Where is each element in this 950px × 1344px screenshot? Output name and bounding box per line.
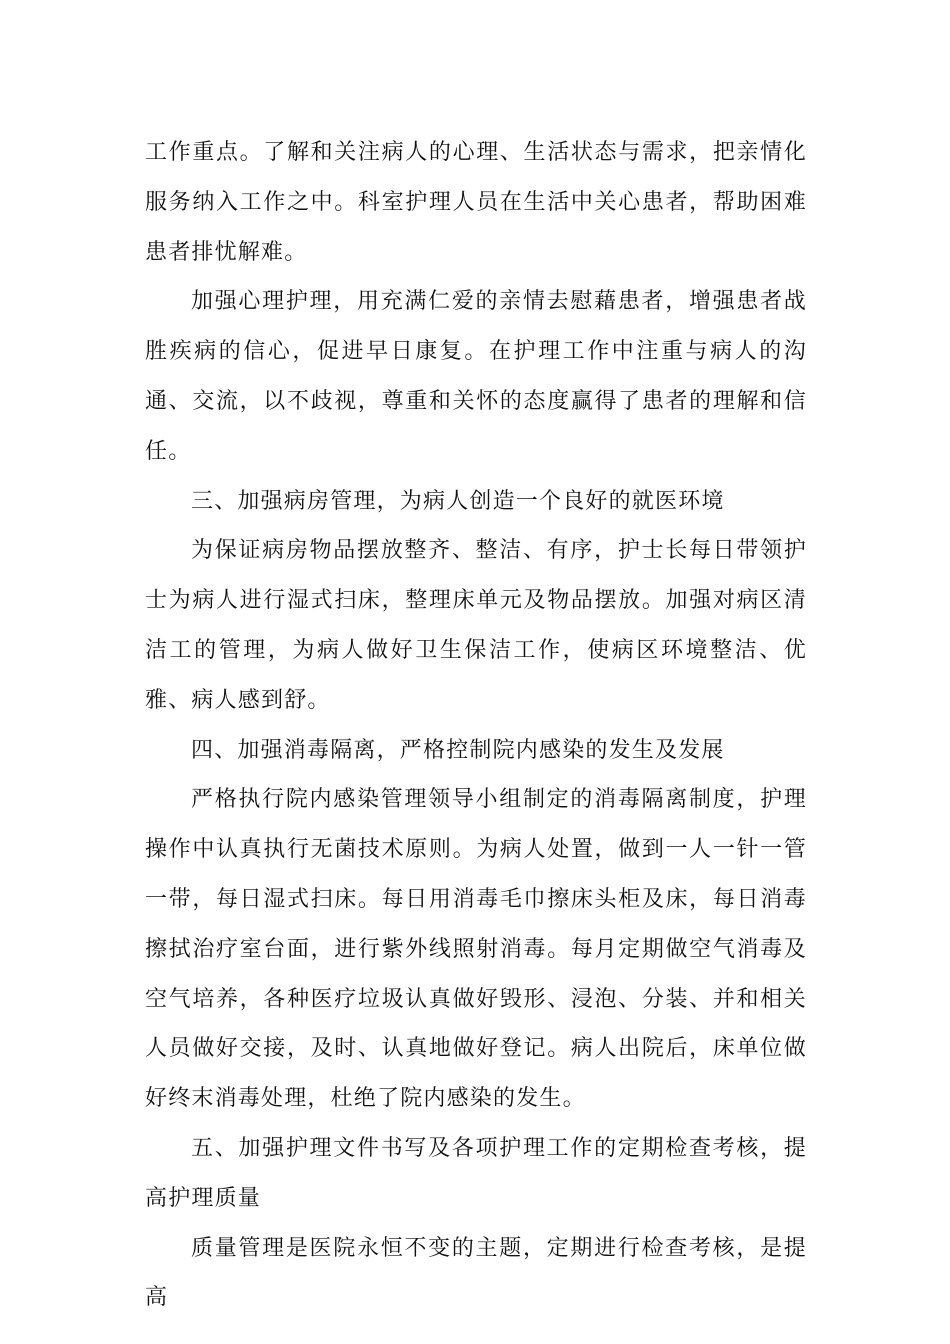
paragraph-ward-management: 为保证病房物品摆放整齐、整洁、有序，护士长每日带领护士为病人进行湿式扫床，整理床单元及物品摆放。加强对病区清洁工的管理，为病人做好卫生保洁工作，使病区环境整洁、优雅、病人感到舒。 [145, 538, 807, 713]
paragraph-continued: 工作重点。了解和关注病人的心理、生活状态与需求，把亲情化服务纳入工作之中。科室护理人员在生活中关心患者，帮助困难患者排忧解难。 [145, 140, 807, 265]
paragraph-psychological-care: 加强心理护理，用充满仁爱的亲情去慰藉患者，增强患者战胜疾病的信心，促进早日康复。在护理工作中注重与病人的沟通、交流，以不歧视，尊重和关怀的态度赢得了患者的理解和信任。 [145, 289, 807, 464]
section-heading-5: 五、加强护理文件书写及各项护理工作的定期检查考核，提高护理质量 [145, 1135, 807, 1211]
section-heading-3: 三、加强病房管理，为病人创造一个良好的就医环境 [191, 488, 725, 514]
paragraph-quality-management: 质量管理是医院永恒不变的主题，定期进行检查考核，是提高 [145, 1235, 807, 1311]
document-body [145, 128, 807, 1323]
paragraph-disinfection: 严格执行院内感染管理领导小组制定的消毒隔离制度，护理操作中认真执行无菌技术原则。为病人处置，做到一人一针一管一带，每日湿式扫床。每日用消毒毛巾擦床头柜及床，每日消毒擦拭治疗室台面，进行紫外线照射消毒。每月定期做空气消毒及空气培养，各种医疗垃圾认真做好毁形、浸泡、分装、并和相关人员做好交接，及时、认真地做好登记。病人出院后，床单位做好终末消毒处理，杜绝了院内感染的发生。 [145, 787, 807, 1112]
section-heading-4: 四、加强消毒隔离，严格控制院内感染的发生及发展 [191, 737, 725, 763]
